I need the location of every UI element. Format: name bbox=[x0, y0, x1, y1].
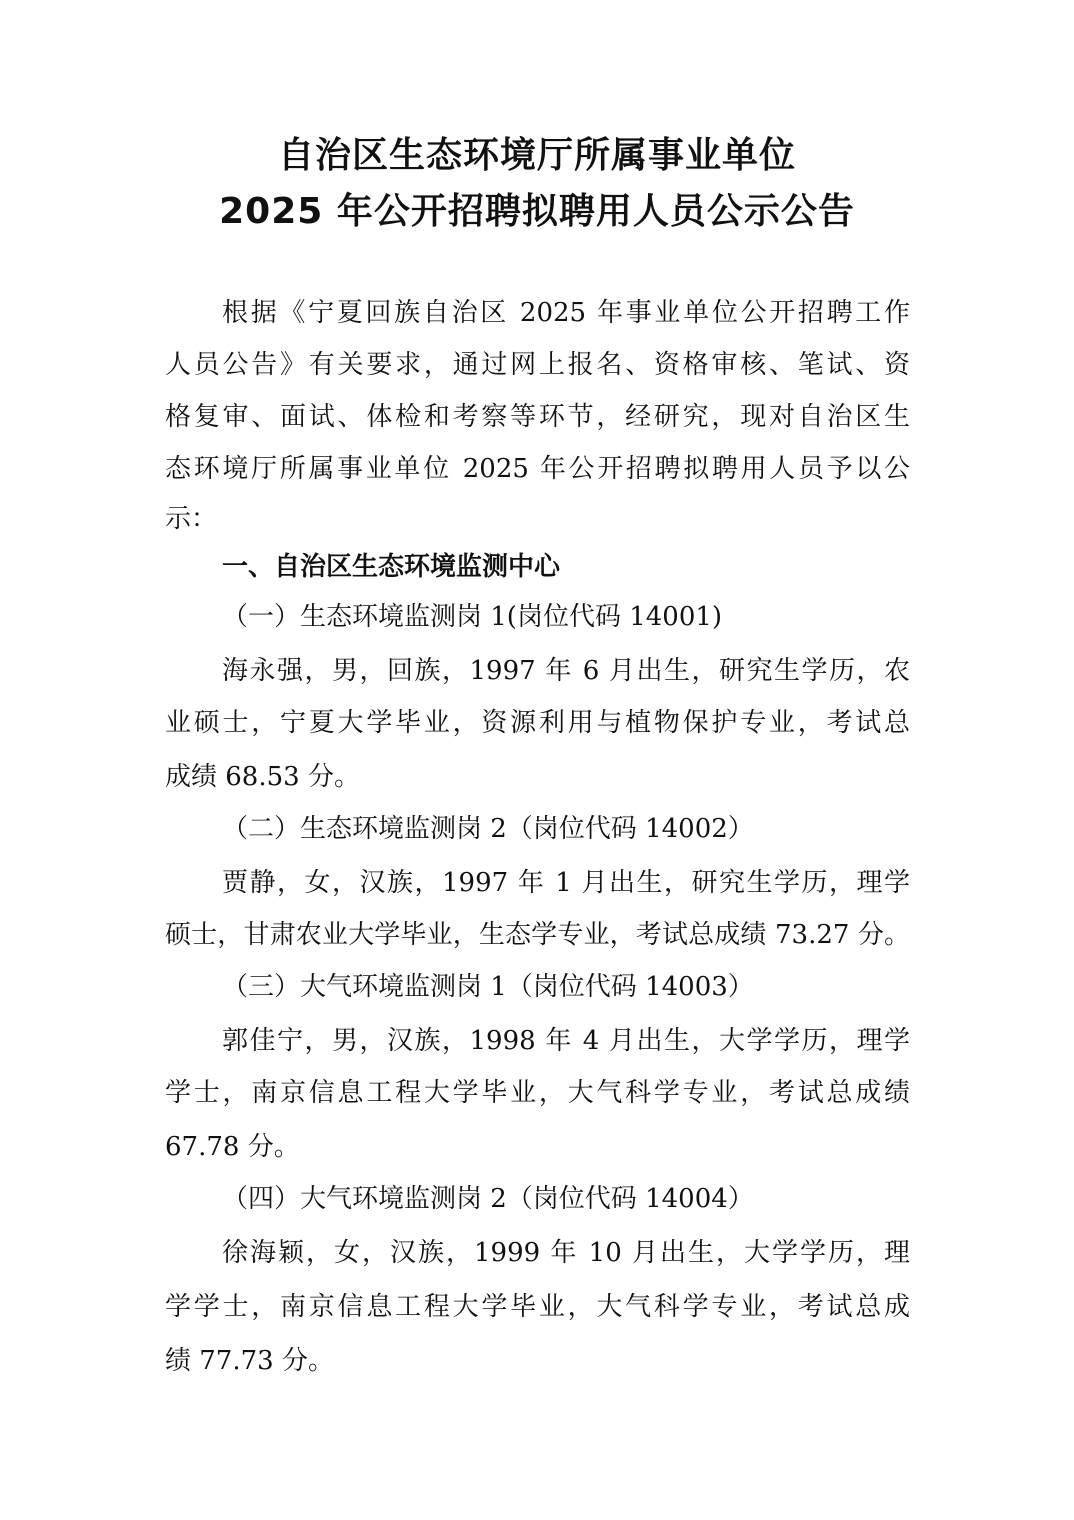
post-1-line-3: 成绩 68.53 分。 bbox=[165, 762, 360, 792]
intro-line-5: 示： bbox=[165, 504, 218, 534]
post-heading-1: （一）生态环境监测岗 1(岗位代码 14001) bbox=[222, 602, 723, 632]
intro-line-2: 人员公告》有关要求，通过网上报名、资格审核、笔试、资 bbox=[165, 350, 910, 380]
post-3-line-2: 学士，南京信息工程大学毕业，大气科学专业，考试总成绩 bbox=[165, 1078, 910, 1108]
post-2-line-2: 硕士，甘肃农业大学毕业，生态学专业，考试总成绩 73.27 分。 bbox=[165, 920, 910, 950]
post-4-line-3: 绩 77.73 分。 bbox=[165, 1346, 334, 1376]
post-1-line-1: 海永强，男，回族，1997 年 6 月出生，研究生学历，农 bbox=[222, 656, 910, 686]
post-3-line-3: 67.78 分。 bbox=[165, 1132, 300, 1162]
post-heading-3: （三）大气环境监测岗 1（岗位代码 14003） bbox=[222, 972, 754, 1002]
post-4-line-1: 徐海颖，女，汉族，1999 年 10 月出生，大学学历，理 bbox=[222, 1238, 910, 1268]
intro-line-3: 格复审、面试、体检和考察等环节，经研究，现对自治区生 bbox=[165, 402, 910, 432]
intro-line-1: 根据《宁夏回族自治区 2025 年事业单位公开招聘工作 bbox=[222, 298, 910, 328]
post-3-line-1: 郭佳宁，男，汉族，1998 年 4 月出生，大学学历，理学 bbox=[222, 1026, 910, 1056]
post-2-line-1: 贾静，女，汉族，1997 年 1 月出生，研究生学历，理学 bbox=[222, 868, 910, 898]
post-heading-4: （四）大气环境监测岗 2（岗位代码 14004） bbox=[222, 1184, 754, 1214]
post-1-line-2: 业硕士，宁夏大学毕业，资源利用与植物保护专业，考试总 bbox=[165, 708, 910, 738]
section-heading: 一、自治区生态环境监测中心 bbox=[222, 552, 561, 582]
intro-line-4: 态环境厅所属事业单位 2025 年公开招聘拟聘用人员予以公 bbox=[165, 454, 910, 484]
document-title-line-2: 2025 年公开招聘拟聘用人员公示公告 bbox=[219, 191, 855, 232]
post-4-line-2: 学学士，南京信息工程大学毕业，大气科学专业，考试总成 bbox=[165, 1292, 910, 1322]
post-heading-2: （二）生态环境监测岗 2（岗位代码 14002） bbox=[222, 814, 754, 844]
document-title-line-1: 自治区生态环境厅所属事业单位 bbox=[277, 135, 796, 176]
